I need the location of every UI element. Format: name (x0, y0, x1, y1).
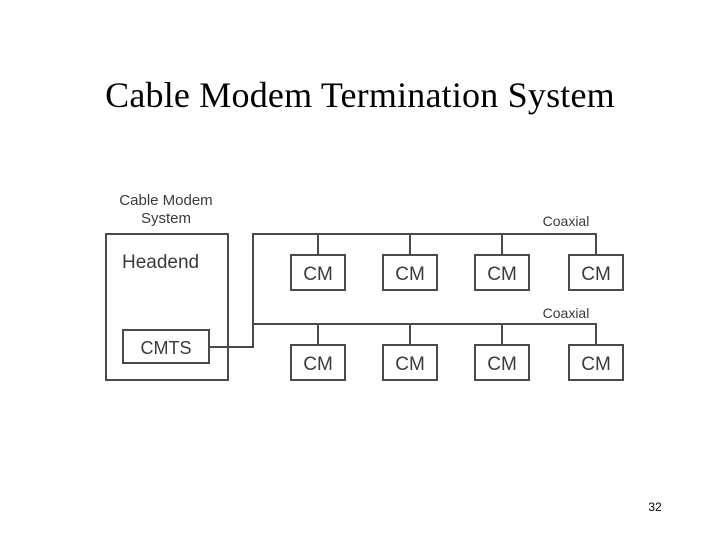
cmts-label: CMTS (140, 338, 192, 358)
top-modem-row (291, 255, 623, 290)
headend-label: Headend (122, 252, 200, 273)
lower-feed-line (253, 324, 596, 345)
system-label-line1: Cable Modem (119, 192, 213, 209)
cable-modem-label: CM (487, 354, 517, 375)
system-label-line2: System (140, 210, 192, 227)
cable-modem-label: CM (303, 264, 333, 285)
page-number: 32 (648, 500, 662, 514)
slide-title: Cable Modem Termination System (105, 75, 615, 115)
bottom-modem-row (291, 345, 623, 380)
cable-modem-label: CM (487, 264, 517, 285)
cable-modem-label: CM (581, 264, 611, 285)
cable-modem-label: CM (395, 264, 425, 285)
cable-modem-label: CM (303, 354, 333, 375)
bottom-coaxial-label: Coaxial (542, 305, 590, 321)
cable-modem-label: CM (395, 354, 425, 375)
cable-modem-label: CM (581, 354, 611, 375)
top-coaxial-label: Coaxial (542, 213, 590, 229)
